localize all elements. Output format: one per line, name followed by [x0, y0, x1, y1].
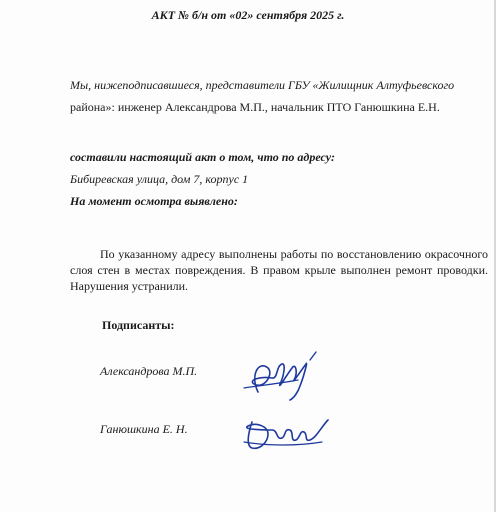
address-line: Бибиревская улица, дом 7, корпус 1 [70, 172, 249, 186]
intro-line-2: района»: инженер Александрова М.П., начальник ПТО Ганюшкина Е.Н. [70, 100, 440, 114]
inspection-heading: На момент осмотра выявлено: [70, 194, 238, 208]
signer-name-2: Ганюшкина Е. Н. [100, 422, 188, 436]
signer-name-1: Александрова М.П. [100, 364, 198, 378]
signature-1 [236, 346, 326, 402]
signature-2 [238, 412, 334, 454]
act-title: АКТ № б/н от «02» сентября 2025 г. [151, 8, 345, 22]
findings-paragraph: По указанному адресу выполнены работы по восстановлению окрасочного слоя стен в местах повреждения. В правом крыле выполнен ремонт проводки. Нарушения устранили. [70, 247, 488, 293]
compiled-heading: составили настоящий акт о том, что по адресу: [70, 150, 335, 164]
signers-heading: Подписанты: [102, 318, 175, 332]
intro-line-1: Мы, нижеподписавшиеся, представители ГБУ «Жилищник Алтуфьевского [70, 78, 455, 92]
